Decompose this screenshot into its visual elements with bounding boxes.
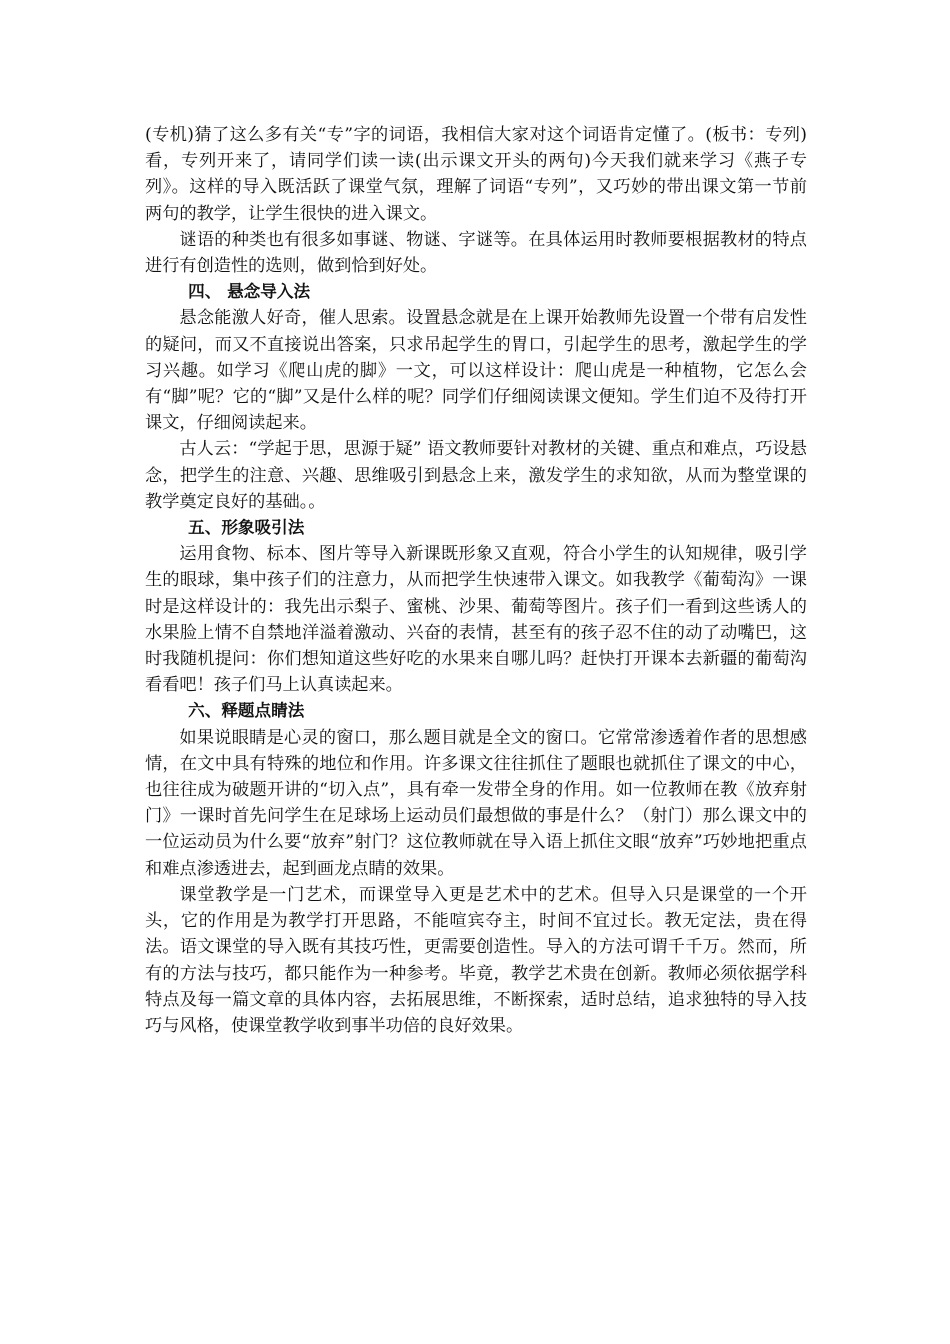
- section-heading-title-explanation: 六、释题点睛法: [188, 701, 305, 721]
- paragraph-conclusion: 课堂教学是一门艺术，而课堂导入更是艺术中的艺术。但导入只是课堂的一个开头，它的作用是为教学打开思路，不能喧宾夺主，时间不宜过长。教无定法，贵在得法。语文课堂的导入既有其技巧性，更需要创造性。导入的方法可谓千千万。然而，所有的方法与技巧，都只能作为一种参考。毕竟，教学艺术贵在创新。教师必须依据学科特点及每一篇文章的具体内容，去拓展思维，不断探索，适时总结，追求独特的导入技巧与风格，使课堂教学收到事半功倍的良好效果。: [145, 884, 807, 1036]
- paragraph-title-explanation: 如果说眼睛是心灵的窗口，那么题目就是全文的窗口。它常常渗透着作者的思想感情，在文中具有特殊的地位和作用。许多课文往往抓住了题眼也就抓住了课文的中心，也往往成为破题开讲的“切入点”，具有牵一发带全身的作用。如一位教师在教《放弃射门》一课时首先问学生在足球场上运动员们最想做的事是什么？（射门）那么课文中的一位运动员为什么要“放弃”射门？这位教师就在导入语上抓住文眼“放弃”巧妙地把重点和难点渗透进去，起到画龙点睛的效果。: [145, 727, 807, 879]
- paragraph-suspense-quote: 古人云：“学起于思，思源于疑” 语文教师要针对教材的关键、重点和难点，巧设悬念，把学生的注意、兴趣、思维吸引到悬念上来，激发学生的求知欲，从而为整堂课的教学奠定良好的基础。。: [145, 439, 807, 512]
- paragraph-intro-continued: (专机)猜了这么多有关“专”字的词语，我相信大家对这个词语肯定懂了。(板书：专列)看，专列开来了，请同学们读一读(出示课文开头的两句)今天我们就来学习《燕子专列》。这样的导入既活跃了课堂气氛，理解了词语“专列”，又巧妙的带出课文第一节前两句的教学，让学生很快的进入课文。: [145, 125, 807, 224]
- paragraph-imagery-method: 运用食物、标本、图片等导入新课既形象又直观，符合小学生的认知规律，吸引学生的眼球，集中孩子们的注意力，从而把学生快速带入课文。如我教学《葡萄沟》一课时是这样设计的：我先出示梨子、蜜桃、沙果、葡萄等图片。孩子们一看到这些诱人的水果脸上情不自禁地洋溢着激动、兴奋的表情，甚至有的孩子忍不住的动了动嘴巴，这时我随机提问：你们想知道这些好吃的水果来自哪儿吗？赶快打开课本去新疆的葡萄沟看看吧！孩子们马上认真读起来。: [145, 544, 807, 696]
- section-heading-suspense: 四、 悬念导入法: [188, 282, 311, 302]
- paragraph-riddle-types: 谜语的种类也有很多如事谜、物谜、字谜等。在具体运用时教师要根据教材的特点进行有创造性的选则，做到恰到好处。: [145, 229, 807, 277]
- section-heading-imagery: 五、形象吸引法: [188, 518, 305, 538]
- document-page: [145, 122, 807, 1039]
- paragraph-suspense-method: 悬念能激人好奇，催人思索。设置悬念就是在上课开始教师先设置一个带有启发性的疑问，而又不直接说出答案，只求吊起学生的胃口，引起学生的思考，激起学生的学习兴趣。如学习《爬山虎的脚》一文，可以这样设计：爬山虎是一种植物，它怎么会有“脚”呢？它的“脚”又是什么样的呢？同学们仔细阅读课文便知。学生们迫不及待打开课文，仔细阅读起来。: [145, 308, 807, 434]
